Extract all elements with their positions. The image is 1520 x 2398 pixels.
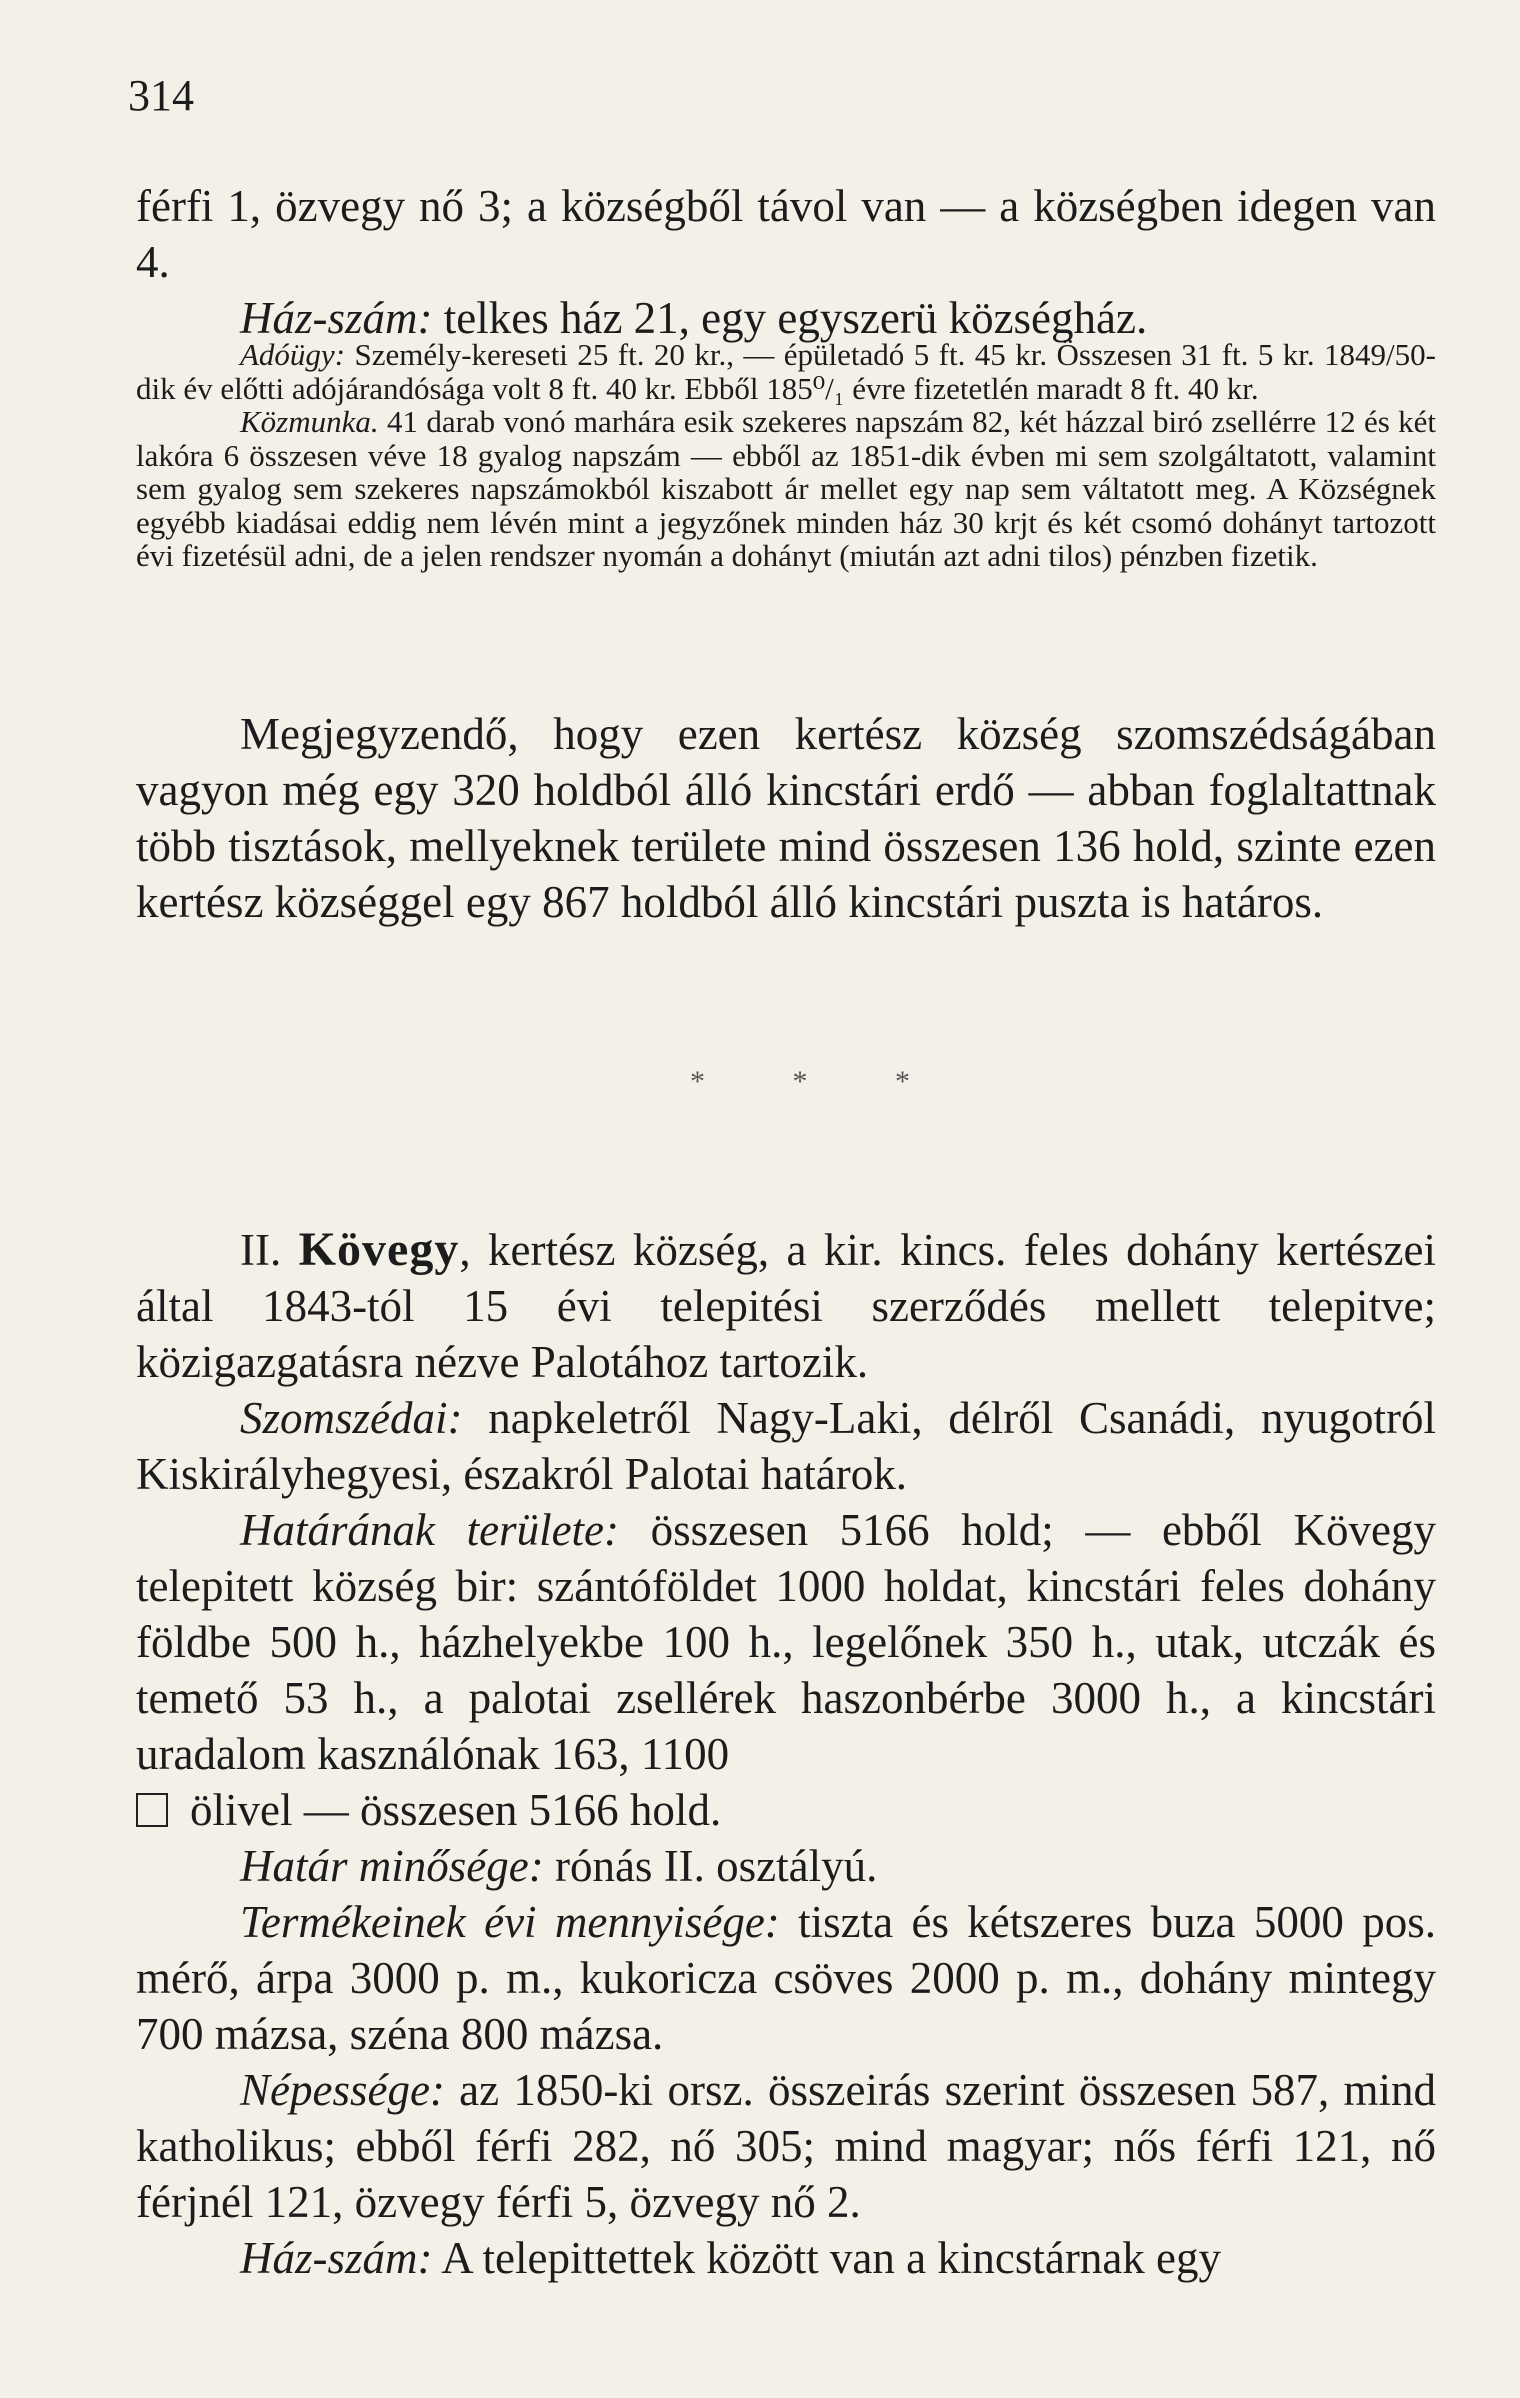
page-number: 314 (128, 71, 194, 120)
terulet-end-line (136, 1782, 1436, 1838)
minoseg-text: rónás II. osztályú. (543, 1841, 878, 1891)
haz-szam-label: Ház-szám: (240, 293, 433, 343)
section-separator: * * * (690, 1065, 950, 1098)
minoseg-label: Határ minősége: (240, 1841, 544, 1891)
szomszedai-text: napkeletről Nagy-Laki, délről Csanádi, nyugotról Kiskirályhegyesi, északról Palotai határok. (136, 1393, 1436, 1499)
szomszedai-label: Szomszédai: (240, 1393, 463, 1443)
kovegy-intro: , kertész község, a kir. kincs. feles dohány kertészei által 1843-tól 15 évi telepitési szerződés mellett telepitve; közigazgatásra nézve Palotához tartozik. (136, 1225, 1436, 1387)
kovegy-section (136, 1222, 1436, 2286)
megjegyzendo-block (136, 706, 1436, 930)
haz-szam2-text: A telepittettek között van a kincstárnak egy (432, 2233, 1222, 2283)
kovegy-intro-paragraph (136, 1222, 1436, 1390)
termek-text: tiszta és kétszeres buza 5000 pos. mérő, árpa 3000 p. m., kukoricza csöves 2000 p. m., dohány mintegy 700 mázsa, széna 800 mázsa. (136, 1897, 1436, 2059)
haz-szam2-paragraph (136, 2230, 1436, 2286)
nepesseg-paragraph (136, 2062, 1436, 2230)
tax-block (136, 338, 1436, 573)
haz-szam2-label: Ház-szám: (240, 2233, 433, 2283)
square-fathom-icon (136, 1793, 168, 1827)
megjegyzendo-paragraph: Megjegyzendő, hogy ezen kertész község szomszédságában vagyon még egy 320 holdból álló kincstári erdő — abban foglaltattnak több tisztások, mellyeknek területe mind összesen 136 hold, szinte ezen kertész községgel egy 867 holdból álló kincstári puszta is határos. (136, 709, 1436, 927)
termek-label: Termékeinek évi mennyisége: (240, 1897, 780, 1947)
adougy-paragraph (136, 338, 1436, 405)
kozmunka-paragraph (136, 405, 1436, 573)
terulet-end: ölivel — összesen 5166 hold. (190, 1785, 722, 1835)
opening-block (136, 178, 1436, 346)
section-number: II. (240, 1225, 299, 1275)
terulet-label: Határának területe: (240, 1505, 620, 1555)
termek-paragraph (136, 1894, 1436, 2062)
haz-szam-text: telkes ház 21, egy egyszerü községház. (432, 293, 1148, 343)
adougy-label: Adóügy: (240, 337, 346, 372)
village-name: Kövegy (298, 1223, 460, 1276)
terulet-paragraph (136, 1502, 1436, 1782)
kozmunka-text: 41 darab vonó marhára esik szekeres napszám 82, két házzal biró zsellérre 12 és két lakóra 6 összesen véve 18 gyalog napszám — ebből az 1851-dik évben mi sem szolgáltatott, valamint sem gyalog sem szekeres napszámokból kiszabott ár mellet egy nap sem váltatott meg. A Községnek egyébb kiadásai eddig nem lévén mint a jegyzőnek minden ház 30 krjt és két csomó dohányt tartozott évi fizetésül adni, de a jelen rendszer nyomán a dohányt (miután azt adni tilos) pénzben fizetik. (136, 404, 1436, 573)
minoseg-paragraph (136, 1838, 1436, 1894)
terulet-text: összesen 5166 hold; — ebből Kövegy telepitett község bir: szántóföldet 1000 holdat, kincstári feles dohány földbe 500 h., házhelyekbe 100 h., legelőnek 350 h., utak, utczák és temető 53 h., a palotai zsellérek haszonbérbe 3000 h., a kincstári uradalom kasználónak 163, 1100 (136, 1505, 1436, 1779)
kozmunka-label: Közmunka. (240, 404, 379, 439)
nepesseg-text: az 1850-ki orsz. összeirás szerint összesen 587, mind katholikus; ebből férfi 282, nő 305; mind magyar; nős férfi 121, nő férjnél 121, özvegy férfi 5, özvegy nő 2. (136, 2065, 1436, 2227)
adougy-text: Személy-kereseti 25 ft. 20 kr., — épületadó 5 ft. 45 kr. Összesen 31 ft. 5 kr. 1849/50-dik év előtti adójárandósága volt 8 ft. 40 kr. Ebből 185⁰/₁ évre fizetetlén maradt 8 ft. 40 kr. (136, 337, 1436, 406)
opening-line: férfi 1, özvegy nő 3; a községből távol van — a községben idegen van 4. (136, 181, 1436, 287)
szomszedai-paragraph (136, 1390, 1436, 1502)
nepesseg-label: Népessége: (240, 2065, 445, 2115)
